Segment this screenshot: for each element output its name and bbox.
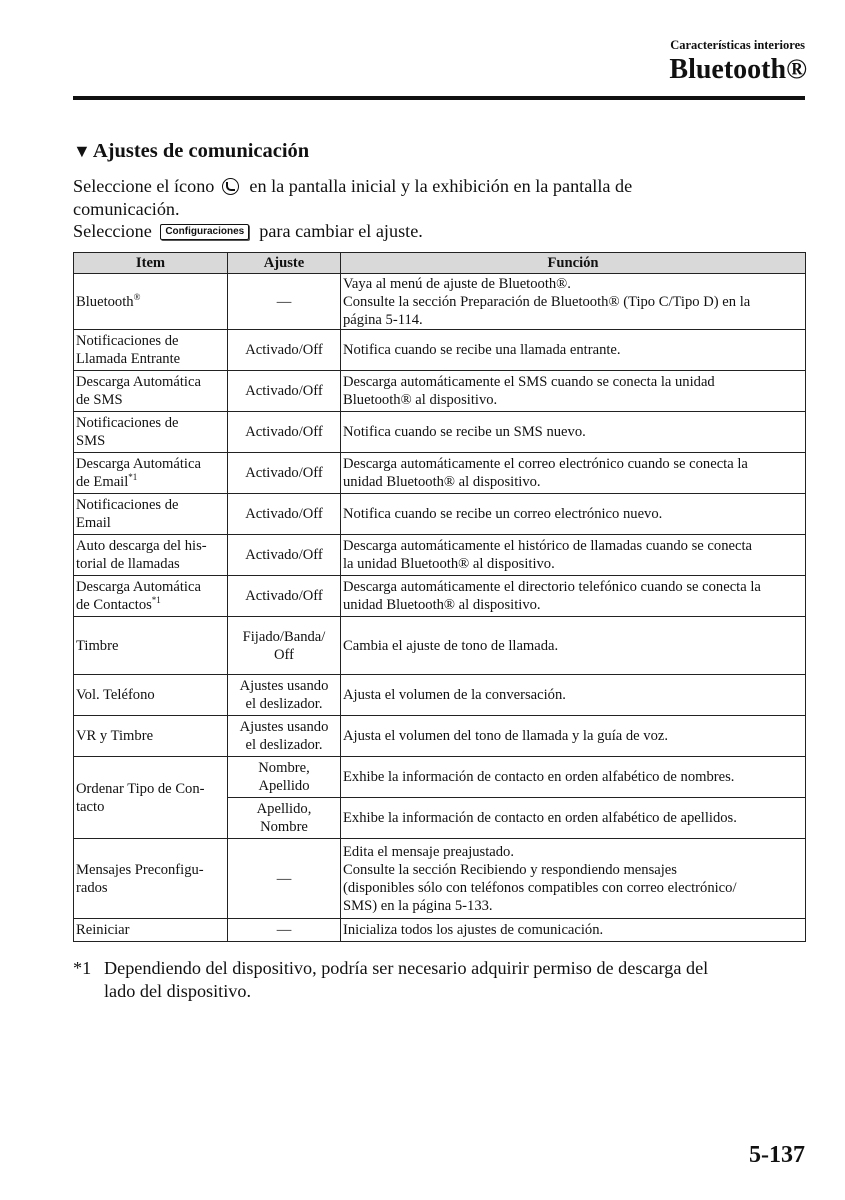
cell-line — [230, 736, 338, 754]
footnote-line: Dependiendo del dispositivo, podría ser necesario adquirir permiso de descarga del — [104, 958, 709, 978]
cell-funcion — [341, 675, 806, 716]
cell-text: el deslizador. — [245, 696, 323, 712]
cell-funcion — [341, 330, 806, 371]
cell-funcion — [341, 798, 806, 839]
cell-item — [74, 371, 228, 412]
cell-line — [343, 768, 803, 786]
cell-line — [76, 555, 225, 573]
cell-text: Descarga Automática — [76, 579, 201, 595]
cell-text: Descarga Automática — [76, 456, 201, 472]
cell-ajuste: — — [228, 274, 341, 330]
cell-text: Ajustes usando — [239, 719, 329, 735]
footnote-mark: *1 — [73, 958, 92, 978]
cell-line — [76, 373, 225, 391]
cell-line — [76, 332, 225, 350]
cell-funcion — [341, 412, 806, 453]
cell-funcion — [341, 274, 806, 330]
cell-item — [74, 919, 228, 942]
cell-text: Bluetooth — [76, 293, 134, 310]
cell-text: Descarga automáticamente el SMS cuando se conecta la unidad — [343, 374, 715, 390]
cell-line — [76, 350, 225, 368]
cell-text: unidad Bluetooth® al dispositivo. — [343, 474, 541, 490]
cell-ajuste — [228, 716, 341, 757]
intro-text: en la pantalla inicial y la exhibición en la pantalla de — [249, 176, 633, 196]
table-row — [74, 535, 806, 576]
table-row — [74, 716, 806, 757]
cell-text: Vol. Teléfono — [76, 687, 155, 703]
cell-line — [343, 505, 803, 523]
cell-text: el deslizador. — [245, 737, 323, 753]
table-row — [74, 412, 806, 453]
cell-ajuste — [228, 798, 341, 839]
cell-text: Mensajes Preconfigu- — [76, 861, 204, 878]
cell-line — [230, 777, 338, 795]
intro-text: para cambiar el ajuste. — [259, 221, 423, 241]
cell-text: Apellido — [258, 778, 310, 794]
cell-line — [343, 455, 803, 473]
cell-text: Ordenar Tipo de Con- — [76, 780, 205, 797]
cell-line — [343, 637, 803, 655]
cell-line — [343, 311, 803, 329]
cell-funcion — [341, 716, 806, 757]
cell-funcion — [341, 371, 806, 412]
superscript: *1 — [151, 595, 161, 605]
page-number: 5-137 — [749, 1142, 805, 1168]
cell-text: Auto descarga del his- — [76, 538, 207, 554]
cell-line — [230, 800, 338, 818]
cell-item — [74, 494, 228, 535]
cell-text: torial de llamadas — [76, 556, 180, 572]
intro-line-3 — [73, 220, 813, 243]
cell-text: VR y Timbre — [76, 728, 154, 744]
cell-text: Descarga automáticamente el correo electrónico cuando se conecta la — [343, 456, 748, 472]
cell-line — [343, 727, 803, 745]
cell-line — [343, 809, 803, 827]
settings-table — [73, 252, 806, 942]
cell-text: Consulte la sección Preparación de Bluetooth® (Tipo C/Tipo D) en la — [343, 293, 751, 310]
intro-line-1 — [73, 175, 813, 198]
cell-funcion — [341, 757, 806, 798]
table-row — [74, 617, 806, 675]
superscript: ® — [133, 291, 141, 302]
cell-line — [343, 843, 803, 861]
cell-line — [76, 496, 225, 514]
cell-line — [76, 596, 225, 614]
cell-line — [76, 391, 225, 409]
cell-text: Descarga automáticamente el histórico de llamadas cuando se conecta — [343, 538, 752, 554]
table-row — [74, 839, 806, 919]
cell-text: Descarga automáticamente el directorio telefónico cuando se conecta la — [343, 579, 761, 595]
cell-funcion — [341, 494, 806, 535]
cell-text: Nombre — [260, 819, 308, 835]
table-row — [74, 675, 806, 716]
cell-text: (disponibles sólo con teléfonos compatibles con correo electrónico/ — [343, 879, 737, 896]
cell-text: tacto — [76, 798, 105, 815]
cell-text: la unidad Bluetooth® al dispositivo. — [343, 556, 555, 572]
cell-text: Exhibe la información de contacto en orden alfabético de nombres. — [343, 769, 735, 785]
cell-text: Reiniciar — [76, 922, 130, 938]
cell-text: Ajusta el volumen de la conversación. — [343, 687, 566, 703]
cell-line — [76, 861, 225, 879]
cell-ajuste: Activado/Off — [228, 535, 341, 576]
cell-line — [343, 861, 803, 879]
cell-line — [230, 718, 338, 736]
cell-line — [343, 391, 803, 409]
cell-item — [74, 716, 228, 757]
cell-text: Off — [274, 646, 294, 663]
cell-line — [76, 473, 225, 491]
cell-line — [343, 341, 803, 359]
cell-funcion — [341, 919, 806, 942]
page-title: Bluetooth® — [669, 54, 807, 85]
cell-text: Llamada Entrante — [76, 351, 181, 367]
cell-text: unidad Bluetooth® al dispositivo. — [343, 597, 541, 613]
cell-text: Timbre — [76, 637, 119, 654]
cell-line — [230, 818, 338, 836]
cell-line — [76, 414, 225, 432]
footnote-line: lado del dispositivo. — [104, 981, 252, 1001]
cell-line — [343, 596, 803, 614]
cell-text: Descarga Automática — [76, 374, 201, 390]
cell-text: Notificaciones de — [76, 333, 179, 349]
cell-line — [230, 759, 338, 777]
section-heading — [73, 140, 309, 163]
cell-ajuste — [228, 617, 341, 675]
table-row — [74, 919, 806, 942]
cell-text: Apellido, — [256, 801, 312, 817]
cell-line — [343, 578, 803, 596]
cell-line — [76, 514, 225, 532]
cell-line — [230, 695, 338, 713]
cell-funcion — [341, 839, 806, 919]
cell-line — [76, 798, 225, 816]
cell-item — [74, 675, 228, 716]
column-header-ajuste: Ajuste — [228, 253, 341, 274]
cell-line — [230, 628, 338, 646]
cell-text: rados — [76, 879, 108, 896]
cell-line — [343, 897, 803, 915]
cell-item — [74, 535, 228, 576]
cell-line — [76, 879, 225, 897]
cell-ajuste: Activado/Off — [228, 330, 341, 371]
cell-text: Fijado/Banda/ — [242, 628, 326, 645]
cell-funcion — [341, 576, 806, 617]
cell-text: de Email — [76, 474, 129, 490]
cell-item — [74, 576, 228, 617]
cell-line — [76, 578, 225, 596]
cell-ajuste: Activado/Off — [228, 412, 341, 453]
intro-text: Seleccione — [73, 221, 152, 241]
cell-line — [343, 921, 803, 939]
chapter-name: Características interiores — [670, 38, 805, 52]
intro-paragraph — [73, 175, 813, 243]
table-row — [74, 494, 806, 535]
cell-line — [343, 275, 803, 293]
cell-text: Ajusta el volumen del tono de llamada y la guía de voz. — [343, 728, 669, 744]
cell-line — [76, 455, 225, 473]
table-row — [74, 371, 806, 412]
cell-line — [343, 879, 803, 897]
cell-item — [74, 412, 228, 453]
configuraciones-button: Configuraciones — [160, 224, 249, 240]
cell-item — [74, 757, 228, 839]
cell-ajuste — [228, 675, 341, 716]
cell-line — [343, 373, 803, 391]
cell-line — [343, 686, 803, 704]
cell-text: SMS — [76, 433, 106, 449]
cell-item — [74, 330, 228, 371]
cell-ajuste: Activado/Off — [228, 371, 341, 412]
cell-line — [343, 423, 803, 441]
cell-text: Ajustes usando — [239, 678, 329, 694]
cell-ajuste — [228, 757, 341, 798]
cell-item — [74, 839, 228, 919]
table-row — [74, 453, 806, 494]
cell-line — [343, 555, 803, 573]
table-row — [74, 757, 806, 798]
cell-ajuste: Activado/Off — [228, 576, 341, 617]
cell-ajuste: Activado/Off — [228, 453, 341, 494]
cell-line — [230, 646, 338, 664]
cell-item — [74, 274, 228, 330]
cell-text: página 5-114. — [343, 311, 423, 328]
superscript: *1 — [128, 472, 138, 482]
cell-line — [230, 677, 338, 695]
table-row — [74, 576, 806, 617]
cell-line — [76, 432, 225, 450]
column-header-funcion: Función — [341, 253, 806, 274]
cell-text: Inicializa todos los ajustes de comunicación. — [343, 922, 604, 938]
cell-ajuste: — — [228, 839, 341, 919]
cell-text: Edita el mensaje preajustado. — [343, 843, 515, 860]
cell-ajuste: — — [228, 919, 341, 942]
table-header-row — [74, 253, 806, 274]
cell-text: Email — [76, 515, 111, 531]
cell-text: de SMS — [76, 392, 123, 408]
header-divider — [73, 96, 805, 100]
cell-item — [74, 453, 228, 494]
intro-line-2: comunicación. — [73, 198, 180, 219]
intro-text: Seleccione el ícono — [73, 176, 215, 196]
cell-text: SMS) en la página 5-133. — [343, 897, 493, 914]
cell-funcion — [341, 453, 806, 494]
cell-line — [343, 537, 803, 555]
cell-text: Notifica cuando se recibe un correo electrónico nuevo. — [343, 506, 663, 522]
footnote — [73, 957, 805, 1003]
cell-text: Notifica cuando se recibe una llamada entrante. — [343, 342, 621, 358]
cell-text: Consulte la sección Recibiendo y respondiendo mensajes — [343, 861, 677, 878]
table-row — [74, 330, 806, 371]
column-header-item: Item — [74, 253, 228, 274]
cell-text: Cambia el ajuste de tono de llamada. — [343, 637, 559, 654]
triangle-marker-icon: ▼ — [73, 141, 91, 161]
phone-icon — [222, 178, 239, 195]
cell-text: Notifica cuando se recibe un SMS nuevo. — [343, 424, 586, 440]
cell-text: Nombre, — [258, 760, 310, 776]
cell-text: de Contactos — [76, 597, 152, 613]
cell-ajuste: Activado/Off — [228, 494, 341, 535]
cell-line — [343, 473, 803, 491]
cell-text: Bluetooth® al dispositivo. — [343, 392, 498, 408]
cell-line — [76, 780, 225, 798]
section-heading-text: Ajustes de comunicación — [92, 140, 310, 162]
cell-funcion — [341, 617, 806, 675]
cell-text: Notificaciones de — [76, 497, 179, 513]
cell-text: Vaya al menú de ajuste de Bluetooth®. — [343, 275, 571, 292]
cell-text: Notificaciones de — [76, 415, 179, 431]
cell-funcion — [341, 535, 806, 576]
cell-text: Exhibe la información de contacto en orden alfabético de apellidos. — [343, 810, 737, 826]
cell-line — [76, 537, 225, 555]
cell-line — [343, 293, 803, 311]
cell-item — [74, 617, 228, 675]
table-row — [74, 274, 806, 330]
